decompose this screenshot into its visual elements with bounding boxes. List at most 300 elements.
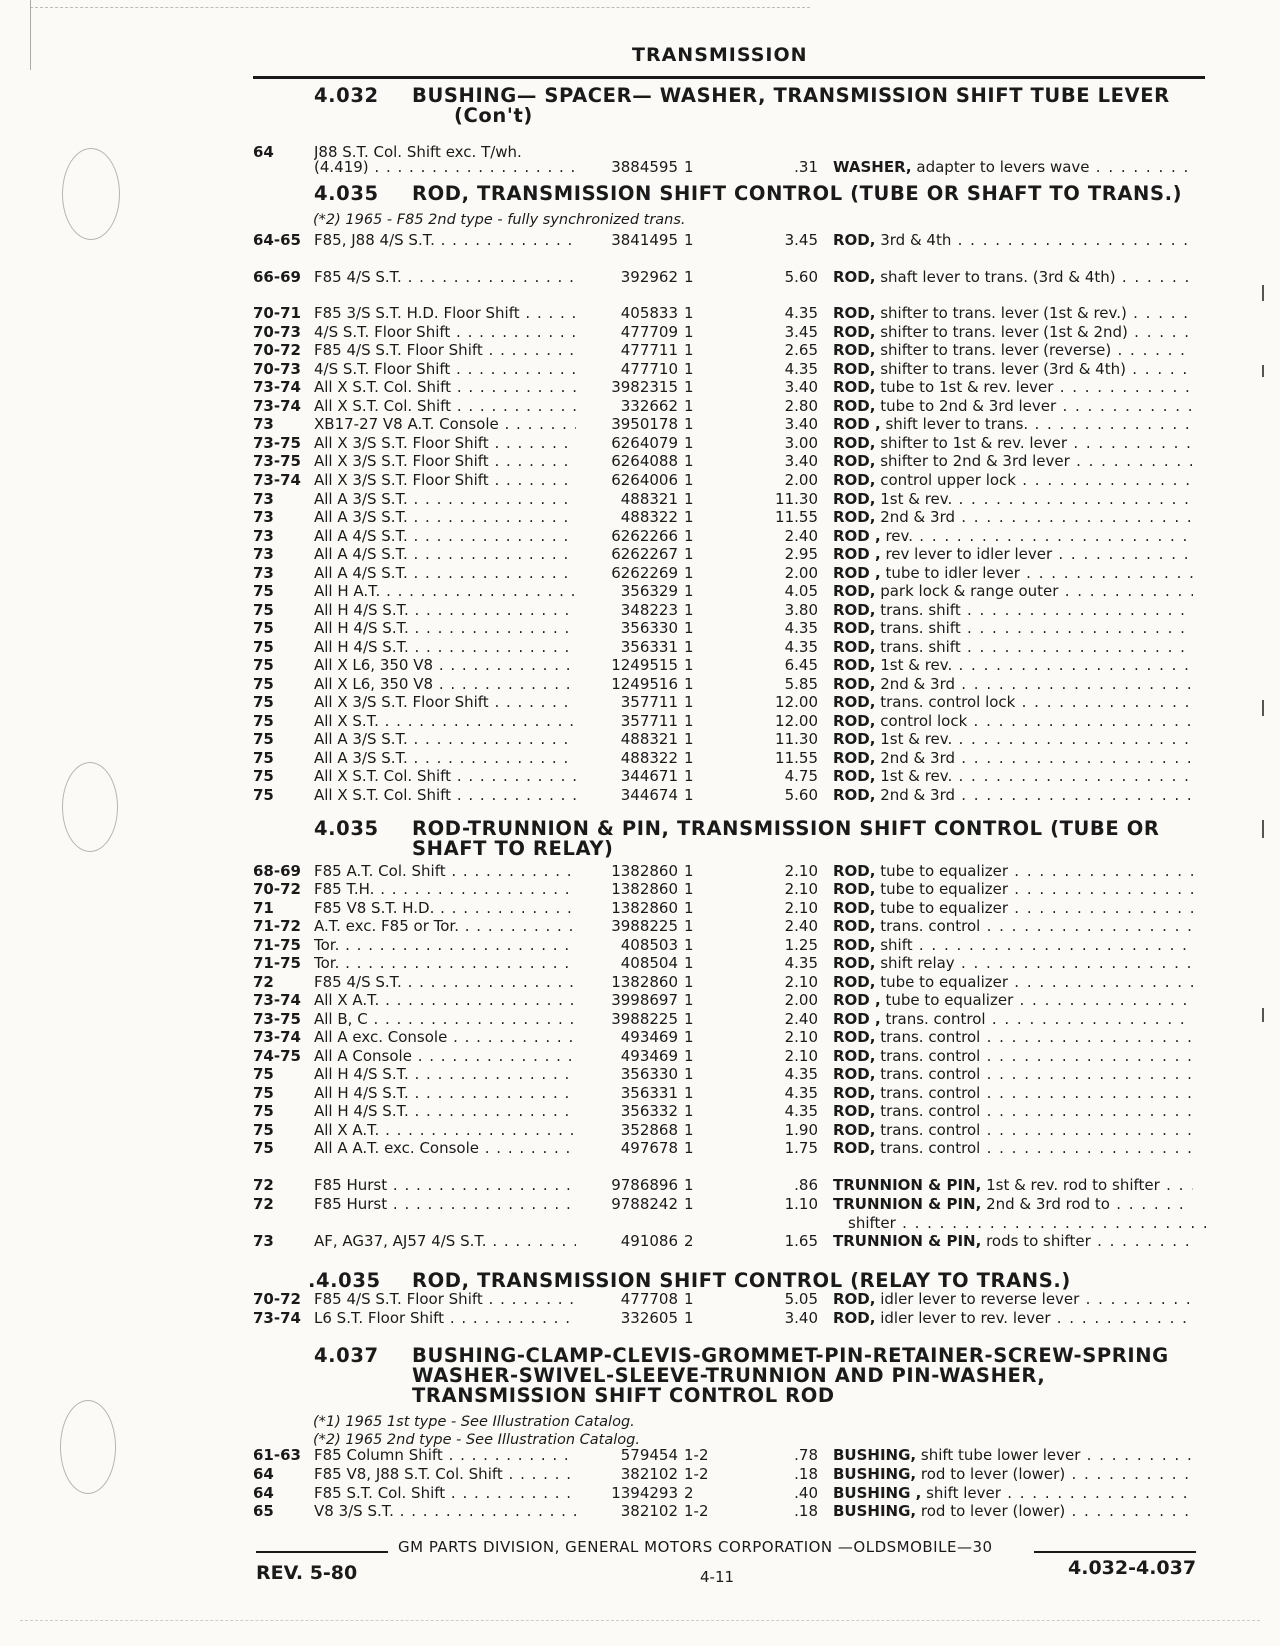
description bbox=[848, 1214, 1208, 1233]
description bbox=[833, 360, 1193, 379]
part-number: 408504 bbox=[620, 954, 678, 972]
quantity: 1 bbox=[684, 341, 694, 359]
application: All X L6, 350 V8 . . . bbox=[314, 675, 576, 694]
price: 4.35 bbox=[784, 360, 818, 378]
part-name: ROD , bbox=[833, 991, 881, 1009]
application: All A 3/S S.T. . . . bbox=[314, 490, 576, 509]
parts-row bbox=[0, 1232, 1280, 1251]
part-name: ROD , bbox=[833, 1010, 881, 1028]
part-detail: 3rd & 4th bbox=[875, 231, 952, 249]
description bbox=[833, 434, 1193, 453]
application: F85 V8, J88 S.T. Col. Shift . . . bbox=[314, 1465, 576, 1484]
parts-row bbox=[0, 712, 1280, 731]
part-name: BUSHING, bbox=[833, 1502, 917, 1520]
price: 3.40 bbox=[784, 415, 818, 433]
description bbox=[833, 471, 1193, 490]
parts-row bbox=[0, 656, 1280, 675]
parts-row bbox=[0, 936, 1280, 955]
description bbox=[833, 1139, 1193, 1158]
description bbox=[833, 1465, 1193, 1484]
part-number: 1249516 bbox=[611, 675, 678, 693]
part-detail: 1st & rev. bbox=[875, 767, 953, 785]
quantity: 1 bbox=[684, 786, 694, 804]
quantity: 1 bbox=[684, 899, 694, 917]
parts-row bbox=[0, 1446, 1280, 1465]
part-detail: 2nd & 3rd bbox=[875, 749, 955, 767]
part-name: ROD, bbox=[833, 880, 876, 898]
application: XB17-27 V8 A.T. Console . . . bbox=[314, 415, 576, 434]
application: F85 S.T. Col. Shift . . . bbox=[314, 1484, 576, 1503]
part-number: 493469 bbox=[620, 1028, 678, 1046]
application: All H 4/S S.T. . . . bbox=[314, 1102, 576, 1121]
application: F85 Column Shift . . . bbox=[314, 1446, 576, 1465]
model-year: 75 bbox=[253, 730, 274, 748]
part-detail: trans. control bbox=[875, 1121, 981, 1139]
part-number: 357711 bbox=[620, 693, 678, 711]
price: 4.35 bbox=[784, 638, 818, 656]
section-title-cont: WASHER-SWIVEL-SLEEVE-TRUNNION AND PIN-WASHER, bbox=[412, 1364, 1046, 1387]
price: 4.35 bbox=[784, 619, 818, 637]
quantity: 1 bbox=[684, 1065, 694, 1083]
quantity: 1 bbox=[684, 936, 694, 954]
description bbox=[833, 1065, 1193, 1084]
price: 3.45 bbox=[784, 323, 818, 341]
application: All B, C . . . bbox=[314, 1010, 576, 1029]
parts-row bbox=[0, 693, 1280, 712]
price: 4.75 bbox=[784, 767, 818, 785]
part-detail: shifter to trans. lever (1st & 2nd) bbox=[875, 323, 1128, 341]
quantity: 1 bbox=[684, 954, 694, 972]
part-name: ROD, bbox=[833, 1084, 876, 1102]
parts-row bbox=[0, 1010, 1280, 1029]
part-detail: trans. control bbox=[875, 917, 981, 935]
part-detail: tube to equalizer bbox=[875, 899, 1009, 917]
section-title: BUSHING— SPACER— WASHER, TRANSMISSION SHIFT TUBE LEVER bbox=[412, 84, 1170, 107]
description bbox=[833, 712, 1193, 731]
description bbox=[833, 1121, 1193, 1140]
part-number: 382102 bbox=[620, 1465, 678, 1483]
part-detail: shift lever bbox=[921, 1484, 1001, 1502]
part-number: 488321 bbox=[620, 730, 678, 748]
quantity: 1 bbox=[684, 323, 694, 341]
part-detail: trans. control bbox=[875, 1028, 981, 1046]
quantity: 1 bbox=[684, 378, 694, 396]
parts-row bbox=[0, 304, 1280, 323]
part-detail: shifter to trans. lever (1st & rev.) bbox=[875, 304, 1127, 322]
part-detail: trans. control bbox=[875, 1084, 981, 1102]
model-year: 73 bbox=[253, 527, 274, 545]
description bbox=[833, 1028, 1193, 1047]
quantity: 1 bbox=[684, 360, 694, 378]
quantity: 1 bbox=[684, 1309, 694, 1327]
description bbox=[833, 1232, 1193, 1251]
description bbox=[833, 638, 1193, 657]
price: 12.00 bbox=[775, 712, 818, 730]
part-number: 488322 bbox=[620, 749, 678, 767]
application: All H 4/S S.T. . . . bbox=[314, 619, 576, 638]
application: F85 4/S S.T. Floor Shift . . . bbox=[314, 1290, 576, 1309]
part-detail: shifter to 2nd & 3rd lever bbox=[875, 452, 1070, 470]
price: 2.00 bbox=[784, 471, 818, 489]
part-name: ROD, bbox=[833, 360, 876, 378]
part-name: ROD, bbox=[833, 397, 876, 415]
part-detail: tube to equalizer bbox=[875, 880, 1009, 898]
description bbox=[833, 564, 1193, 583]
description bbox=[833, 730, 1193, 749]
parts-row bbox=[0, 954, 1280, 973]
model-year: 71-72 bbox=[253, 917, 301, 935]
application: Tor. . . . bbox=[314, 954, 576, 973]
footer-rule-left bbox=[256, 1551, 388, 1553]
parts-row bbox=[0, 973, 1280, 992]
description bbox=[833, 323, 1193, 342]
price: 6.45 bbox=[784, 656, 818, 674]
model-year: 64 bbox=[253, 1484, 274, 1502]
part-number: 1249515 bbox=[611, 656, 678, 674]
parts-row bbox=[0, 917, 1280, 936]
part-number: 6264006 bbox=[611, 471, 678, 489]
part-number: 3988225 bbox=[611, 1010, 678, 1028]
description bbox=[833, 936, 1193, 955]
model-year: 75 bbox=[253, 619, 274, 637]
model-year: 75 bbox=[253, 767, 274, 785]
section-number: 4.035 bbox=[314, 817, 379, 840]
part-name: ROD, bbox=[833, 675, 876, 693]
description bbox=[833, 527, 1193, 546]
part-name: ROD, bbox=[833, 268, 876, 286]
part-number: 6262269 bbox=[611, 564, 678, 582]
parts-row bbox=[0, 899, 1280, 918]
model-year: 74-75 bbox=[253, 1047, 301, 1065]
parts-row bbox=[0, 1290, 1280, 1309]
price: 5.60 bbox=[784, 268, 818, 286]
model-year: 73-74 bbox=[253, 378, 301, 396]
application: All A exc. Console . . . bbox=[314, 1028, 576, 1047]
parts-row bbox=[0, 341, 1280, 360]
quantity: 1 bbox=[684, 158, 694, 176]
price: 2.00 bbox=[784, 564, 818, 582]
quantity: 1-2 bbox=[684, 1446, 709, 1464]
quantity: 1 bbox=[684, 749, 694, 767]
application: All X S.T. Col. Shift . . . bbox=[314, 378, 576, 397]
quantity: 1 bbox=[684, 1195, 694, 1213]
quantity: 1 bbox=[684, 991, 694, 1009]
description bbox=[833, 341, 1193, 360]
part-name: WASHER, bbox=[833, 158, 912, 176]
description bbox=[833, 268, 1193, 287]
part-detail: tube to equalizer bbox=[880, 991, 1014, 1009]
application: All A 3/S S.T. . . . bbox=[314, 508, 576, 527]
quantity: 1 bbox=[684, 1176, 694, 1194]
part-number: 356332 bbox=[620, 1102, 678, 1120]
section-title-cont: TRANSMISSION SHIFT CONTROL ROD bbox=[412, 1384, 835, 1407]
application: All H 4/S S.T. . . . bbox=[314, 601, 576, 620]
part-detail: shifter to 1st & rev. lever bbox=[875, 434, 1068, 452]
price: .40 bbox=[794, 1484, 818, 1502]
quantity: 2 bbox=[684, 1484, 694, 1502]
quantity: 1 bbox=[684, 862, 694, 880]
price: 1.90 bbox=[784, 1121, 818, 1139]
price: 2.80 bbox=[784, 397, 818, 415]
quantity: 1 bbox=[684, 1084, 694, 1102]
model-year: 75 bbox=[253, 1084, 274, 1102]
parts-row bbox=[0, 1309, 1280, 1328]
model-year: 64-65 bbox=[253, 231, 301, 249]
application: All X S.T. Col. Shift . . . bbox=[314, 397, 576, 416]
application: All A 4/S S.T. . . . bbox=[314, 564, 576, 583]
model-year: 73-74 bbox=[253, 471, 301, 489]
parts-row bbox=[0, 231, 1280, 250]
part-name: ROD, bbox=[833, 434, 876, 452]
application: F85 3/S S.T. H.D. Floor Shift . . . bbox=[314, 304, 576, 323]
part-number: 493469 bbox=[620, 1047, 678, 1065]
description bbox=[833, 675, 1193, 694]
description bbox=[833, 231, 1193, 250]
application: All H 4/S S.T. . . . bbox=[314, 1084, 576, 1103]
price: 4.35 bbox=[784, 954, 818, 972]
part-name: ROD, bbox=[833, 936, 876, 954]
application: 4/S S.T. Floor Shift . . . bbox=[314, 360, 576, 379]
application: All X 3/S S.T. Floor Shift . . . bbox=[314, 693, 576, 712]
part-name: ROD, bbox=[833, 730, 876, 748]
description bbox=[833, 880, 1193, 899]
description bbox=[833, 954, 1193, 973]
model-year: 75 bbox=[253, 601, 274, 619]
description bbox=[833, 1290, 1193, 1309]
part-detail: trans. control lock bbox=[875, 693, 1016, 711]
header-rule bbox=[253, 76, 1205, 79]
part-detail: 2nd & 3rd rod to bbox=[981, 1195, 1110, 1213]
parts-row bbox=[0, 601, 1280, 620]
price: 1.25 bbox=[784, 936, 818, 954]
price: .31 bbox=[794, 158, 818, 176]
price: 11.55 bbox=[775, 749, 818, 767]
parts-row bbox=[0, 1465, 1280, 1484]
parts-row bbox=[0, 527, 1280, 546]
model-year: 71-75 bbox=[253, 954, 301, 972]
quantity: 1 bbox=[684, 619, 694, 637]
part-detail: adapter to levers wave bbox=[911, 158, 1090, 176]
section-range: 4.032-4.037 bbox=[1068, 1557, 1197, 1579]
parts-row bbox=[0, 862, 1280, 881]
price: 2.40 bbox=[784, 1010, 818, 1028]
section-title-cont: (Con't) bbox=[454, 104, 533, 127]
description bbox=[833, 973, 1193, 992]
description bbox=[833, 767, 1193, 786]
model-year: 75 bbox=[253, 693, 274, 711]
price: 2.40 bbox=[784, 527, 818, 545]
application: All A Console . . . bbox=[314, 1047, 576, 1066]
quantity: 1 bbox=[684, 601, 694, 619]
price: 5.05 bbox=[784, 1290, 818, 1308]
quantity: 1 bbox=[684, 1290, 694, 1308]
part-name: ROD, bbox=[833, 712, 876, 730]
parts-row bbox=[0, 434, 1280, 453]
part-name: ROD, bbox=[833, 749, 876, 767]
part-detail: 1st & rev. bbox=[875, 730, 953, 748]
price: 2.10 bbox=[784, 899, 818, 917]
quantity: 1 bbox=[684, 880, 694, 898]
model-year: 73 bbox=[253, 545, 274, 563]
part-name: ROD, bbox=[833, 490, 876, 508]
price: 3.40 bbox=[784, 452, 818, 470]
part-detail: trans. control bbox=[880, 1010, 986, 1028]
part-name: ROD, bbox=[833, 1290, 876, 1308]
price: 2.00 bbox=[784, 991, 818, 1009]
price: .18 bbox=[794, 1502, 818, 1520]
part-name: ROD, bbox=[833, 638, 876, 656]
part-name: ROD, bbox=[833, 656, 876, 674]
application: All A A.T. exc. Console . . . bbox=[314, 1139, 576, 1158]
parts-row bbox=[0, 582, 1280, 601]
model-year: 70-72 bbox=[253, 1290, 301, 1308]
model-year: 73-75 bbox=[253, 1010, 301, 1028]
price: 5.85 bbox=[784, 675, 818, 693]
parts-row bbox=[0, 1028, 1280, 1047]
description bbox=[833, 693, 1193, 712]
price: 11.55 bbox=[775, 508, 818, 526]
description bbox=[833, 158, 1193, 177]
footnote: (*2) 1965 2nd type - See Illustration Catalog. bbox=[313, 1432, 640, 1448]
section-title: ROD-TRUNNION & PIN, TRANSMISSION SHIFT CONTROL (TUBE OR bbox=[412, 817, 1160, 840]
quantity: 1 bbox=[684, 545, 694, 563]
part-number: 3884595 bbox=[611, 158, 678, 176]
model-year: 70-72 bbox=[253, 880, 301, 898]
section-number: .4.035 bbox=[308, 1269, 381, 1292]
part-detail: tube to equalizer bbox=[875, 862, 1009, 880]
part-detail: shaft lever to trans. (3rd & 4th) bbox=[875, 268, 1116, 286]
price: 2.65 bbox=[784, 341, 818, 359]
part-name: ROD , bbox=[833, 527, 881, 545]
part-name: ROD, bbox=[833, 862, 876, 880]
part-name: ROD, bbox=[833, 471, 876, 489]
application: All H 4/S S.T. . . . bbox=[314, 1065, 576, 1084]
description bbox=[833, 490, 1193, 509]
section-title: BUSHING-CLAMP-CLEVIS-GROMMET-PIN-RETAINER-SCREW-SPRING bbox=[412, 1344, 1169, 1367]
quantity: 1 bbox=[684, 917, 694, 935]
quantity: 1 bbox=[684, 1139, 694, 1157]
section-number: 4.035 bbox=[314, 182, 379, 205]
parts-row bbox=[0, 490, 1280, 509]
page-number: 4-11 bbox=[700, 1568, 735, 1586]
part-number: 332662 bbox=[620, 397, 678, 415]
description bbox=[833, 415, 1193, 434]
parts-row bbox=[0, 1084, 1280, 1103]
model-year: 71-75 bbox=[253, 936, 301, 954]
part-number: 1382860 bbox=[611, 899, 678, 917]
quantity: 1 bbox=[684, 1047, 694, 1065]
part-name: ROD, bbox=[833, 304, 876, 322]
part-number: 405833 bbox=[620, 304, 678, 322]
quantity: 1 bbox=[684, 508, 694, 526]
running-head: TRANSMISSION bbox=[632, 44, 808, 66]
part-name: ROD, bbox=[833, 1028, 876, 1046]
part-name: BUSHING , bbox=[833, 1484, 922, 1502]
model-year: 72 bbox=[253, 1195, 274, 1213]
application: All X 3/S S.T. Floor Shift . . . bbox=[314, 452, 576, 471]
application: L6 S.T. Floor Shift . . . bbox=[314, 1309, 576, 1328]
part-detail: rev. bbox=[880, 527, 914, 545]
description bbox=[833, 991, 1193, 1010]
application: J88 S.T. Col. Shift exc. T/wh. bbox=[314, 143, 522, 161]
part-detail: 1st & rev. bbox=[875, 490, 953, 508]
part-name: ROD, bbox=[833, 378, 876, 396]
part-number: 1382860 bbox=[611, 973, 678, 991]
scan-edge-top bbox=[30, 7, 810, 8]
quantity: 1 bbox=[684, 582, 694, 600]
model-year: 73 bbox=[253, 415, 274, 433]
part-number: 344671 bbox=[620, 767, 678, 785]
parts-row bbox=[0, 767, 1280, 786]
quantity: 1 bbox=[684, 434, 694, 452]
margin-mark bbox=[1262, 820, 1264, 838]
application: All X L6, 350 V8 . . . bbox=[314, 656, 576, 675]
part-number: 491086 bbox=[620, 1232, 678, 1250]
price: 3.00 bbox=[784, 434, 818, 452]
part-name: ROD, bbox=[833, 341, 876, 359]
application: F85 Hurst . . . bbox=[314, 1176, 576, 1195]
parts-row bbox=[0, 880, 1280, 899]
description bbox=[833, 1010, 1193, 1029]
part-detail: rods to shifter bbox=[981, 1232, 1091, 1250]
parts-row bbox=[0, 1214, 1280, 1233]
description bbox=[833, 1309, 1193, 1328]
parts-row bbox=[0, 397, 1280, 416]
application: All A 4/S S.T. . . . bbox=[314, 527, 576, 546]
price: 11.30 bbox=[775, 730, 818, 748]
part-detail: control lock bbox=[875, 712, 968, 730]
model-year: 73 bbox=[253, 490, 274, 508]
footer-rule-right bbox=[1034, 1551, 1196, 1553]
part-number: 3998697 bbox=[611, 991, 678, 1009]
part-name: TRUNNION & PIN, bbox=[833, 1232, 982, 1250]
application: F85 4/S S.T. Floor Shift . . . bbox=[314, 341, 576, 360]
part-detail: 1st & rev. bbox=[875, 656, 953, 674]
quantity: 1 bbox=[684, 397, 694, 415]
part-number: 356331 bbox=[620, 1084, 678, 1102]
part-detail: park lock & range outer bbox=[875, 582, 1059, 600]
part-name: ROD, bbox=[833, 1139, 876, 1157]
application: 4/S S.T. Floor Shift . . . bbox=[314, 323, 576, 342]
margin-mark bbox=[1262, 285, 1264, 301]
application: F85 Hurst . . . bbox=[314, 1195, 576, 1214]
application: All X A.T. . . . bbox=[314, 991, 576, 1010]
section-number: 4.032 bbox=[314, 84, 379, 107]
parts-row bbox=[0, 619, 1280, 638]
quantity: 1 bbox=[684, 452, 694, 470]
model-year: 65 bbox=[253, 1502, 274, 1520]
price: .78 bbox=[794, 1446, 818, 1464]
part-number: 344674 bbox=[620, 786, 678, 804]
part-number: 357711 bbox=[620, 712, 678, 730]
application: F85 4/S S.T. . . . bbox=[314, 268, 576, 287]
quantity: 1 bbox=[684, 675, 694, 693]
part-name: ROD, bbox=[833, 786, 876, 804]
quantity: 1 bbox=[684, 638, 694, 656]
price: 4.05 bbox=[784, 582, 818, 600]
scan-edge-left bbox=[30, 0, 31, 70]
parts-row bbox=[0, 638, 1280, 657]
description bbox=[833, 749, 1193, 768]
description bbox=[833, 452, 1193, 471]
quantity: 1 bbox=[684, 656, 694, 674]
part-number: 356330 bbox=[620, 1065, 678, 1083]
part-name: ROD, bbox=[833, 1065, 876, 1083]
part-detail: shifter bbox=[848, 1214, 896, 1232]
section-number: 4.037 bbox=[314, 1344, 379, 1367]
part-detail: trans. control bbox=[875, 1102, 981, 1120]
price: 3.80 bbox=[784, 601, 818, 619]
